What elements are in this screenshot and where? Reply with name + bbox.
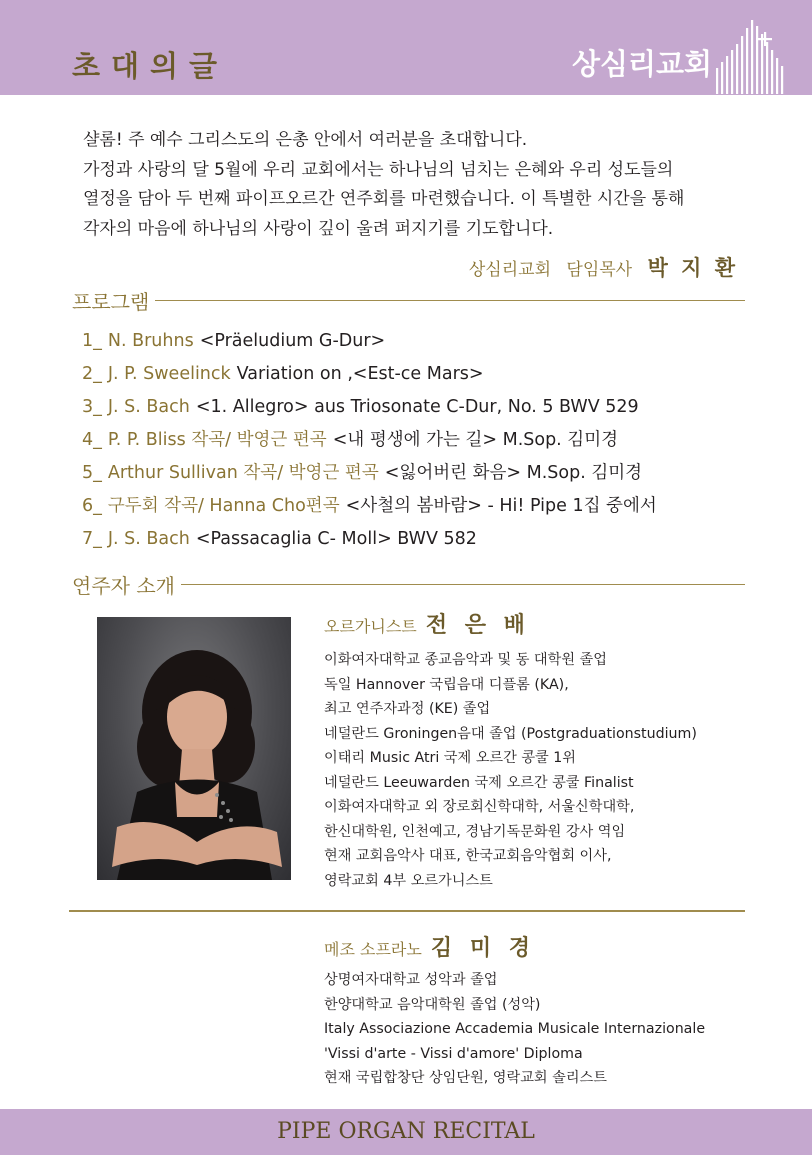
- program-composer: J. P. Sweelinck: [107, 364, 231, 384]
- program-number: 3_: [82, 397, 102, 417]
- greeting-line: 가정과 사랑의 달 5월에 우리 교회에서는 하나님의 넘치는 은혜와 우리 성도들의: [83, 159, 674, 180]
- program-number: 4_: [82, 430, 102, 450]
- program-number: 1_: [82, 331, 102, 351]
- bio-line: 한신대학원, 인천예고, 경남기독문화원 강사 역임: [324, 823, 626, 840]
- bio-line: Italy Associazione Accademia Musicale Internazionale: [324, 1021, 706, 1037]
- program-work: <1. Allegro> aus Triosonate C-Dur, No. 5 BWV 529: [195, 397, 639, 417]
- performers-heading: [72, 570, 745, 598]
- bio-line: 이화여자대학교 외 장로회신학대학, 서울신학대학,: [324, 799, 635, 815]
- bio-line: 네덜란드 Leeuwarden 국제 오르간 콩쿨 Finalist: [324, 774, 634, 791]
- program-heading: [72, 286, 745, 314]
- page-title: 초대의글: [72, 49, 229, 83]
- organist-name: 전 은 배: [425, 613, 530, 638]
- greeting-line: 열정을 담아 두 번째 파이프오르간 연주회를 마련했습니다. 이 특별한 시간을 통해: [83, 189, 685, 209]
- program-number: 5_: [82, 463, 102, 483]
- signature-role: 담임목사: [566, 260, 633, 280]
- organist-portrait-illustration: [97, 617, 291, 880]
- program-work: <잃어버린 화음> M.Sop. 김미경: [384, 463, 643, 483]
- bio-line: 영락교회 4부 오르가니스트: [324, 872, 493, 889]
- program-item: [82, 394, 782, 427]
- program-composer: P. P. Bliss 작곡/ 박영근 편곡: [107, 430, 327, 450]
- program-composer: 구두회 작곡/ Hanna Cho편곡: [107, 496, 340, 516]
- program-work: <Passacaglia C- Moll> BWV 582: [195, 529, 477, 549]
- footer-band: [0, 1109, 812, 1155]
- program-item: [82, 460, 782, 493]
- program-number: 2_: [82, 364, 102, 384]
- bio-line: 이태리 Music Atri 국제 오르간 콩쿨 1위: [324, 750, 577, 766]
- organist-photo: [97, 617, 291, 880]
- organ-pipes-icon: [712, 18, 790, 94]
- program-list: [82, 328, 782, 559]
- signature-church: 상심리교회: [468, 260, 551, 280]
- program-composer: J. S. Bach: [107, 529, 190, 549]
- footer-title: PIPE ORGAN RECITAL: [277, 1119, 535, 1144]
- organist-title: [324, 608, 530, 639]
- soprano-role: 메조 소프라노: [324, 940, 422, 959]
- program-heading-label: 프로그램: [72, 289, 150, 314]
- greeting-line: 각자의 마음에 하나님의 사랑이 깊이 울려 퍼지기를 기도합니다.: [83, 218, 554, 239]
- bio-line: 상명여자대학교 성악과 졸업: [324, 972, 498, 988]
- bio-line: 이화여자대학교 종교음악과 및 동 대학원 졸업: [324, 652, 607, 668]
- organist-role: 오르가니스트: [324, 617, 417, 636]
- performers-heading-label: 연주자 소개: [72, 573, 175, 598]
- program-work: <내 평생에 가는 길> M.Sop. 김미경: [332, 430, 619, 450]
- header-band: [0, 0, 812, 95]
- program-item: [82, 361, 782, 394]
- program-work: <사철의 봄바람> - Hi! Pipe 1집 중에서: [345, 496, 657, 516]
- soprano-bio: [324, 968, 705, 1091]
- program-work: Variation on ‚<Est-ce Mars>: [236, 364, 484, 384]
- program-number: 6_: [82, 496, 102, 516]
- bio-line: 'Vissi d'arte - Vissi d'amore' Diploma: [324, 1045, 583, 1062]
- organist-bio: [324, 648, 697, 893]
- pastor-signature: [469, 252, 738, 282]
- soprano-name: 김 미 경: [430, 936, 535, 961]
- bio-line: 한양대학교 음악대학원 졸업 (성악): [324, 996, 541, 1013]
- church-logo-text: 상심리교회: [572, 47, 713, 81]
- bio-line: 독일 Hannover 국립음대 디플롬 (KA),: [324, 676, 569, 693]
- bio-line: 네덜란드 Groningen음대 졸업 (Postgraduationstudium): [324, 725, 697, 742]
- bio-line: 현재 국립합창단 상임단원, 영락교회 솔리스트: [324, 1070, 607, 1086]
- program-work: <Präeludium G-Dur>: [199, 331, 386, 351]
- program-composer: J. S. Bach: [107, 397, 190, 417]
- bio-line: 최고 연주자과정 (KE) 졸업: [324, 701, 491, 717]
- program-heading-rule: [155, 300, 745, 301]
- soprano-title: [324, 931, 535, 962]
- program-item: [82, 493, 782, 526]
- program-item: [82, 427, 782, 460]
- program-composer: N. Bruhns: [107, 331, 194, 351]
- program-item: [82, 526, 782, 559]
- program-item: [82, 328, 782, 361]
- greeting-text: [83, 126, 763, 244]
- program-composer: Arthur Sullivan 작곡/ 박영근 편곡: [107, 463, 379, 483]
- performers-heading-rule: [181, 584, 745, 585]
- program-number: 7_: [82, 529, 102, 549]
- section-divider: [69, 910, 745, 912]
- signature-name: 박 지 환: [647, 256, 738, 280]
- bio-line: 현재 교회음악사 대표, 한국교회음악협회 이사,: [324, 848, 612, 864]
- greeting-line: 샬롬! 주 예수 그리스도의 은총 안에서 여러분을 초대합니다.: [83, 130, 528, 150]
